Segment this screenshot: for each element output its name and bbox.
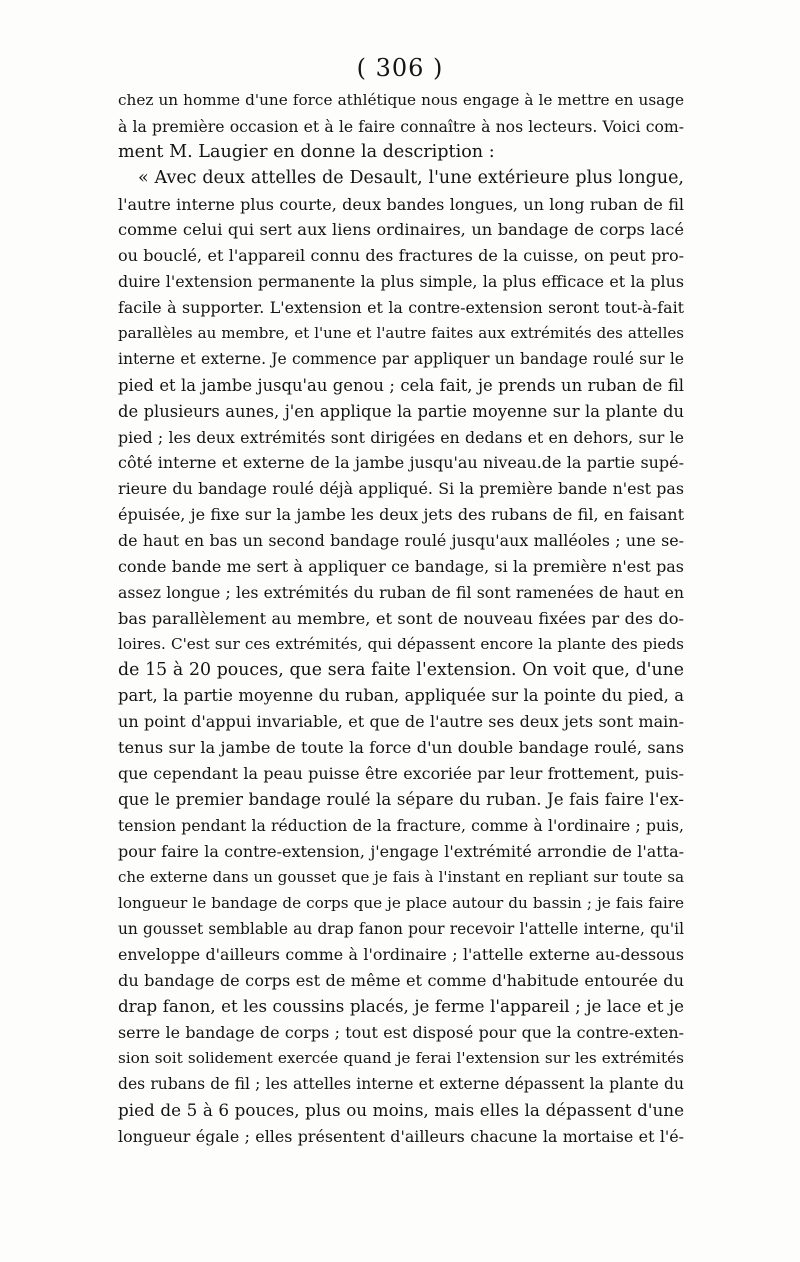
text-line: du bandage de corps est de même et comme d'habitude entourée du	[118, 971, 684, 991]
text-line: che externe dans un gousset que je fais à l'instant en repliant sur toute sa	[118, 867, 684, 886]
text-line: un gousset semblable au drap fanon pour recevoir l'attelle interne, qu'il	[118, 919, 684, 938]
text-line: conde bande me sert à appliquer ce bandage, si la première n'est pas	[118, 557, 684, 577]
text-line: drap fanon, et les coussins placés, je ferme l'appareil ; je lace et je	[118, 997, 684, 1017]
text-line: pied de 5 à 6 pouces, plus ou moins, mais elles la dépassent d'une	[118, 1099, 684, 1120]
text-line: de haut en bas un second bandage roulé jusqu'aux malléoles ; une se-	[118, 531, 684, 551]
text-line: assez longue ; les extrémités du ruban de fil sont ramenées de haut en	[118, 582, 684, 602]
text-line: duire l'extension permanente la plus simple, la plus efficace et la plus	[118, 272, 684, 292]
page-number: ( 306 )	[356, 54, 444, 82]
text-line: à la première occasion et à le faire connaître à nos lecteurs. Voici com-	[118, 116, 684, 136]
text-line: interne et externe. Je commence par appliquer un bandage roulé sur le	[118, 349, 684, 368]
text-line: un point d'appui invariable, et que de l'autre ses deux jets sont main-	[118, 712, 684, 732]
text-line: longueur égale ; elles présentent d'ailleurs chacune la mortaise et l'é-	[118, 1126, 684, 1146]
text-line: chez un homme d'une force athlétique nous engage à le mettre en usage	[118, 91, 684, 109]
text-line: parallèles au membre, et l'une et l'autre faites aux extrémités des attelles	[118, 324, 684, 343]
text-line: que le premier bandage roulé la sépare du ruban. Je fais faire l'ex-	[118, 790, 684, 810]
text-line: part, la partie moyenne du ruban, appliquée sur la pointe du pied, a	[118, 686, 684, 706]
text-line: serre le bandage de corps ; tout est disposé pour que la contre-exten-	[118, 1023, 684, 1043]
text-line: pour faire la contre-extension, j'engage l'extrémité arrondie de l'atta-	[118, 841, 684, 861]
text-line: rieure du bandage roulé déjà appliqué. Si la première bande n'est pas	[118, 479, 684, 499]
text-line: des rubans de fil ; les attelles interne et externe dépassent la plante du	[118, 1074, 684, 1093]
text-line: côté interne et externe de la jambe jusqu'au niveau.de la partie supé-	[118, 453, 684, 473]
text-line: pied ; les deux extrémités sont dirigées en dedans et en dehors, sur le	[118, 427, 684, 447]
body-text	[118, 88, 684, 1150]
text-line: longueur le bandage de corps que je place autour du bassin ; je fais faire	[118, 893, 684, 912]
text-line: enveloppe d'ailleurs comme à l'ordinaire ; l'attelle externe au-dessous	[118, 945, 684, 965]
text-line: sion soit solidement exercée quand je ferai l'extension sur les extrémités	[118, 1048, 684, 1067]
text-line: loires. C'est sur ces extrémités, qui dépassent encore la plante des pieds	[118, 634, 684, 653]
text-line: épuisée, je fixe sur la jambe les deux jets des rubans de fil, en faisant	[118, 505, 684, 525]
text-line: de 15 à 20 pouces, que sera faite l'extension. On voit que, d'une	[118, 659, 684, 680]
text-line: ment M. Laugier en donne la description :	[118, 141, 495, 162]
text-line: que cependant la peau puisse être excoriée par leur frottement, puis-	[118, 764, 684, 784]
text-line: ou bouclé, et l'appareil connu des fractures de la cuisse, on peut pro-	[118, 246, 684, 266]
text-line: facile à supporter. L'extension et la contre-extension seront tout-à-fait	[118, 298, 684, 318]
text-line: tension pendant la réduction de la fracture, comme à l'ordinaire ; puis,	[118, 815, 684, 835]
text-line: bas parallèlement au membre, et sont de nouveau fixées par des do-	[118, 608, 684, 628]
text-line: comme celui qui sert aux liens ordinaires, un bandage de corps lacé	[118, 220, 684, 240]
text-line: pied et la jambe jusqu'au genou ; cela fait, je prends un ruban de fil	[118, 375, 684, 395]
text-line: l'autre interne plus courte, deux bandes longues, un long ruban de fil	[118, 194, 684, 214]
text-line: « Avec deux attelles de Desault, l'une extérieure plus longue,	[138, 167, 684, 188]
text-line: tenus sur la jambe de toute la force d'un double bandage roulé, sans	[118, 738, 684, 758]
text-line: de plusieurs aunes, j'en applique la partie moyenne sur la plante du	[118, 401, 684, 421]
